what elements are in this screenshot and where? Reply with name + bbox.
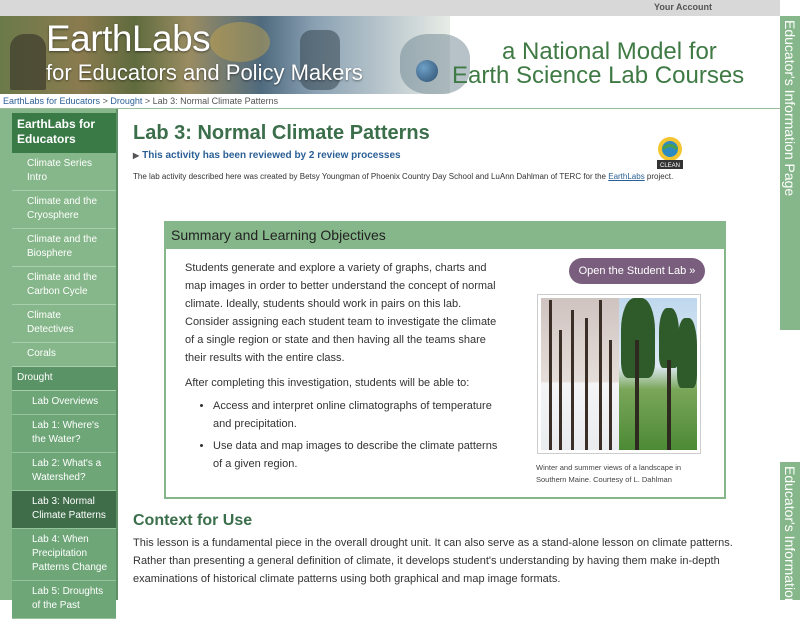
triangle-right-icon: ▶	[133, 151, 140, 160]
breadcrumb-separator: >	[142, 96, 153, 106]
sidebar-nav	[0, 109, 118, 611]
sidebar-item-climate-series-intro[interactable]: Climate Series Intro	[12, 153, 116, 191]
objective-item: • Access and interpret online climatographs of temperature and precipitation.	[213, 397, 507, 433]
open-student-lab-button[interactable]: Open the Student Lab »	[569, 258, 705, 284]
context-paragraph: This lesson is a fundamental piece in the overall drought unit. It can also serve as a stand-alone lesson on climate patterns. Rather than presenting a general definition of climate, it develops student's understanding by having them make in-depth examinations of historical climate patterns using both graphical and map image formats.	[133, 537, 733, 585]
earthlabs-link[interactable]: EarthLabs	[608, 172, 645, 181]
credit-text: The lab activity described here was created by Betsy Youngman of Phoenix Country Day School and LuAnn Dahlman of TERC for the	[133, 172, 609, 181]
sidebar-item-lab-1[interactable]: Lab 1: Where's the Water?	[12, 415, 116, 453]
sidebar-item-lab-5[interactable]: Lab 5: Droughts of the Past	[12, 581, 116, 619]
educator-info-tab-lower	[780, 462, 800, 642]
objective-item: • Use data and map images to describe the climate patterns of a given region.	[213, 437, 507, 473]
site-banner[interactable]	[0, 16, 780, 94]
sidebar-item-corals[interactable]: Corals	[12, 343, 116, 367]
breadcrumb-link-educators[interactable]: EarthLabs for Educators	[3, 96, 101, 106]
banner-tagline-line1: a National Model for	[502, 38, 717, 65]
educator-info-tab-label: Educator's Information Page	[782, 466, 798, 642]
sidebar-item-climate-carbon-cycle[interactable]: Climate and the Carbon Cycle	[12, 267, 116, 305]
photo-caption: Winter and summer views of a landscape in Southern Maine. Courtesy of L. Dahlman	[536, 463, 682, 484]
breadcrumb	[3, 96, 278, 106]
breadcrumb-current: Lab 3: Normal Climate Patterns	[152, 96, 279, 106]
review-toggle[interactable]	[133, 150, 401, 161]
sidebar-item-lab-overviews[interactable]: Lab Overviews	[12, 391, 116, 415]
sidebar-heading[interactable]: EarthLabs for Educators	[12, 113, 118, 153]
badge-label: CLEAN	[659, 163, 681, 169]
context-heading: Context for Use	[133, 512, 253, 529]
sidebar-item-lab-3[interactable]: Lab 3: Normal Climate Patterns	[12, 491, 116, 529]
winter-photo	[541, 298, 619, 450]
breadcrumb-link-drought[interactable]: Drought	[110, 96, 143, 106]
breadcrumb-separator: >	[100, 96, 111, 106]
your-account-link[interactable]: Your Account	[654, 2, 712, 12]
educator-info-tab	[780, 16, 800, 330]
banner-tagline-line2: Earth Science Lab Courses	[452, 62, 745, 89]
page-title: Lab 3: Normal Climate Patterns	[133, 122, 430, 144]
sidebar-item-climate-detectives[interactable]: Climate Detectives	[12, 305, 116, 343]
globe-icon	[416, 60, 438, 82]
site-logo-text[interactable]: EarthLabs	[46, 18, 211, 59]
summer-photo	[619, 298, 697, 450]
landscape-photo[interactable]	[537, 294, 701, 454]
credit-suffix: project.	[644, 172, 674, 181]
objectives-intro: After completing this investigation, students will be able to:	[185, 377, 470, 389]
credit-line	[133, 172, 673, 181]
sidebar-item-lab-4[interactable]: Lab 4: When Precipitation Patterns Change	[12, 529, 116, 581]
summary-heading: Summary and Learning Objectives	[166, 223, 724, 249]
summary-paragraph: Students generate and explore a variety of graphs, charts and map images in order to better understand the concept of normal climate. Ideally, students should work in pairs on this lab. Consider assigning each student team to investigate the climate of a single region or state and then having all the teams share their results with the entire class.	[185, 262, 497, 364]
site-logo-subtitle: for Educators and Policy Makers	[46, 60, 363, 85]
sidebar-item-lab-2[interactable]: Lab 2: What's a Watershed?	[12, 453, 116, 491]
objectives-list	[197, 397, 507, 477]
sidebar-item-drought[interactable]: Drought	[12, 367, 116, 391]
review-link[interactable]: This activity has been reviewed by 2 review processes	[142, 150, 401, 161]
educator-info-tab-label: Educator's Information Page	[782, 20, 798, 197]
sidebar-item-climate-cryosphere[interactable]: Climate and the Cryosphere	[12, 191, 116, 229]
clean-review-badge-icon[interactable]	[654, 136, 686, 170]
top-bar	[0, 0, 780, 16]
sidebar-item-climate-biosphere[interactable]: Climate and the Biosphere	[12, 229, 116, 267]
sidebar-list	[12, 153, 118, 619]
summary-box	[164, 221, 726, 499]
sidebar-divider	[116, 109, 118, 600]
